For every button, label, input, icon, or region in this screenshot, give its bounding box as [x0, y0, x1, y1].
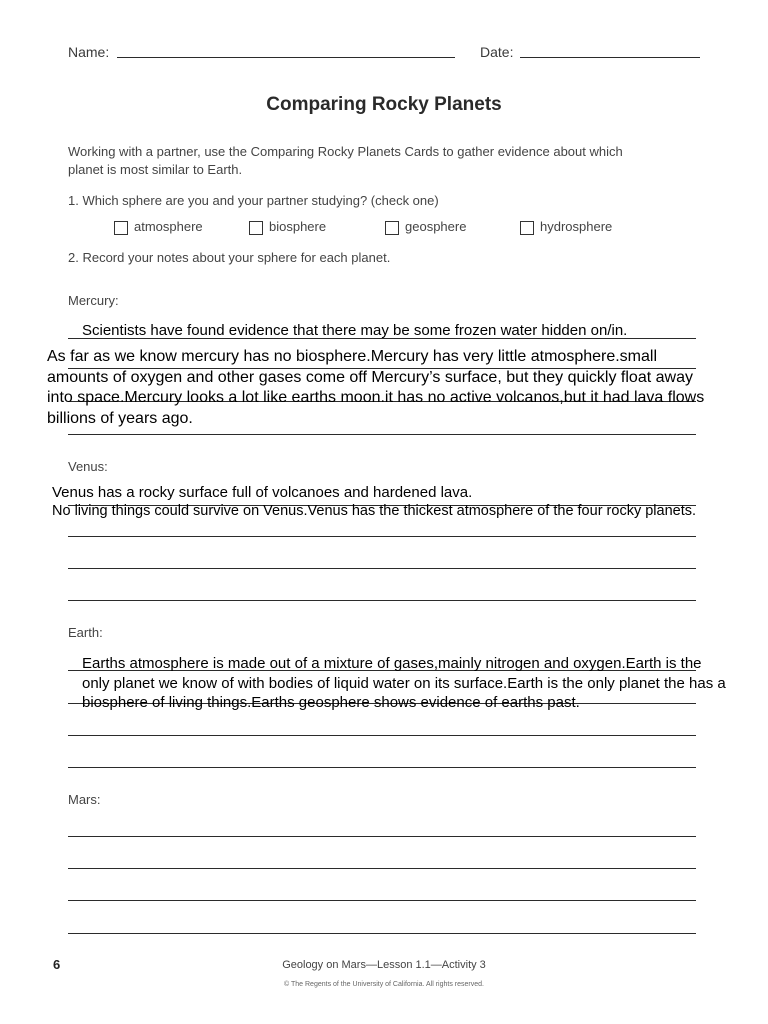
venus-line-3[interactable] — [68, 568, 696, 569]
option-hydrosphere-label: hydrosphere — [540, 219, 613, 234]
date-label: Date: — [480, 44, 514, 60]
footer-course: Geology on Mars—Lesson 1.1—Activity 3 — [282, 959, 486, 971]
checkbox-hydrosphere[interactable] — [520, 221, 534, 235]
intro-line-1: Working with a partner, use the Comparing Rocky Planets Cards to gather evidence about which — [68, 144, 623, 159]
mars-line-2[interactable] — [68, 868, 696, 869]
footer-copyright: © The Regents of the University of California. All rights reserved. — [284, 981, 484, 988]
option-geosphere-label: geosphere — [405, 219, 467, 234]
date-field[interactable] — [520, 57, 700, 58]
mercury-note-5: billions of years ago. — [47, 410, 193, 427]
option-biosphere-label: biosphere — [269, 219, 327, 234]
earth-note-2: only planet we know of with bodies of liquid water on its surface.Earth is the only planet the has a — [82, 675, 726, 692]
mars-line-4[interactable] — [68, 933, 696, 934]
mercury-note-4: into space.Mercury looks a lot like earths moon.it has no active volcanos,but it had lava flows — [47, 389, 705, 406]
option-atmosphere-label: atmosphere — [134, 219, 203, 234]
mars-label: Mars: — [68, 792, 101, 807]
mercury-label: Mercury: — [68, 293, 119, 308]
question-2: 2. Record your notes about your sphere for each planet. — [68, 250, 391, 265]
mercury-line-4[interactable] — [68, 434, 696, 435]
name-field[interactable] — [117, 57, 455, 58]
mercury-note-2: As far as we know mercury has no biosphere.Mercury has very little atmosphere.small — [47, 348, 658, 365]
earth-label: Earth: — [68, 625, 103, 640]
checkbox-atmosphere[interactable] — [114, 221, 128, 235]
page-number: 6 — [53, 957, 61, 972]
checkbox-biosphere[interactable] — [249, 221, 263, 235]
earth-line-4[interactable] — [68, 767, 696, 768]
question-1: 1. Which sphere are you and your partner studying? (check one) — [68, 193, 439, 208]
venus-note-2: No living things could survive on Venus.Venus has the thickest atmosphere of the four rocky planets. — [52, 503, 697, 519]
earth-note-3: biosphere of living things.Earths geosphere shows evidence of earths past. — [82, 694, 580, 711]
mars-line-1[interactable] — [68, 836, 696, 837]
venus-line-2[interactable] — [68, 536, 696, 537]
earth-line-3[interactable] — [68, 735, 696, 736]
mars-line-3[interactable] — [68, 900, 696, 901]
intro-line-2: planet is most similar to Earth. — [68, 162, 243, 177]
venus-line-4[interactable] — [68, 600, 696, 601]
venus-label: Venus: — [68, 459, 108, 474]
checkbox-geosphere[interactable] — [385, 221, 399, 235]
page-title: Comparing Rocky Planets — [266, 94, 502, 115]
name-label: Name: — [68, 44, 110, 60]
earth-note-1: Earths atmosphere is made out of a mixture of gases,mainly nitrogen and oxygen.Earth is the — [82, 655, 702, 672]
mercury-note-1: Scientists have found evidence that there may be some frozen water hidden on/in. — [82, 322, 628, 339]
mercury-note-3: amounts of oxygen and other gases come off Mercury’s surface, but they quickly float away — [47, 369, 693, 386]
venus-note-1: Venus has a rocky surface full of volcanoes and hardened lava. — [52, 484, 473, 501]
